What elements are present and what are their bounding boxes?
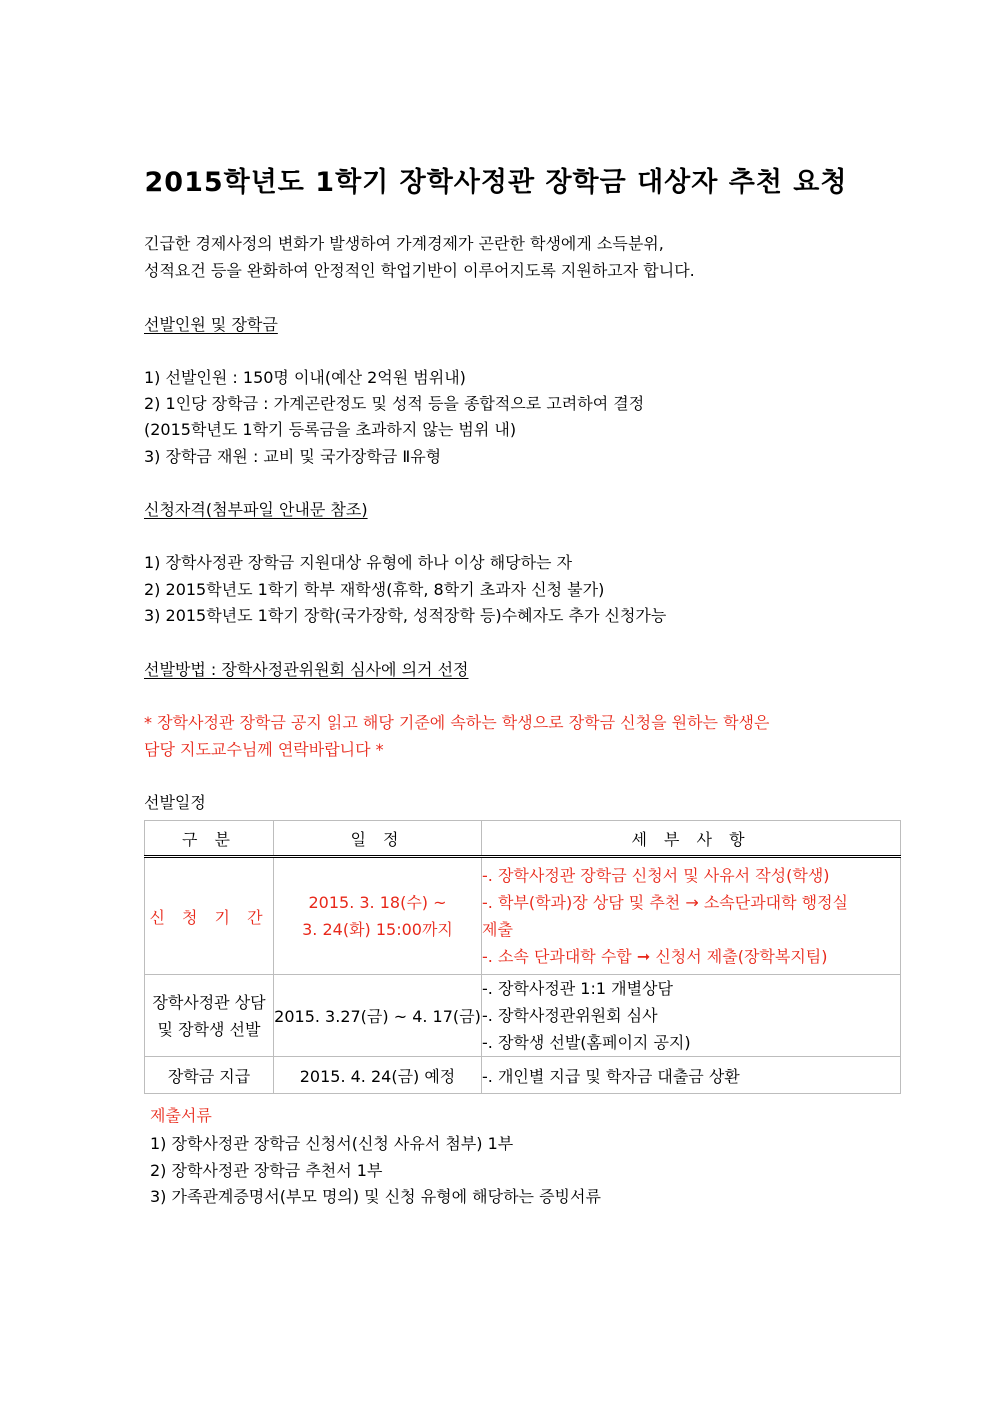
table-row	[145, 1057, 901, 1094]
row-category: 장학금 지급	[145, 1057, 274, 1094]
row-date: 2015. 4. 24(금) 예정	[274, 1057, 482, 1094]
schedule-table	[144, 820, 901, 1094]
page-title: 2015학년도 1학기 장학사정관 장학금 대상자 추천 요청	[144, 167, 848, 198]
selection-item: 1) 선발인원 : 150명 이내(예산 2억원 범위내)	[144, 368, 466, 387]
table-row	[145, 975, 901, 1057]
row-date	[274, 857, 482, 975]
section-heading-eligibility: 신청자격(첨부파일 안내문 참조)	[144, 500, 368, 519]
column-header-date: 일 정	[274, 821, 482, 857]
table-row	[145, 857, 901, 975]
eligibility-item: 2) 2015학년도 1학기 학부 재학생(휴학, 8학기 초과자 신청 불가)	[144, 580, 605, 599]
selection-item: (2015학년도 1학기 등록금을 초과하지 않는 범위 내)	[144, 420, 517, 439]
row-category-line: 장학사정관 상담	[152, 992, 266, 1012]
documents-heading: 제출서류	[150, 1106, 212, 1125]
eligibility-item: 3) 2015학년도 1학기 장학(국가장학, 성적장학 등)수혜자도 추가 신청가능	[144, 606, 667, 625]
notice-line-2: 담당 지도교수님께 연락바랍니다 *	[144, 740, 384, 759]
section-heading-method: 선발방법 : 장학사정관위원회 심사에 의거 선정	[144, 660, 469, 679]
section-heading-selection: 선발인원 및 장학금	[144, 315, 278, 334]
detail-line: -. 장학사정관 장학금 신청서 및 사유서 작성(학생)	[482, 866, 830, 885]
detail-line: -. 개인별 지급 및 학자금 대출금 상환	[482, 1066, 740, 1086]
row-date: 2015. 3.27(금) ~ 4. 17(금)	[274, 975, 482, 1057]
detail-line: -. 장학사정관 1:1 개별상담	[482, 979, 673, 998]
row-details	[482, 1057, 901, 1094]
selection-item: 3) 장학금 재원 : 교비 및 국가장학금 Ⅱ유형	[144, 447, 442, 466]
row-category	[145, 975, 274, 1057]
eligibility-item: 1) 장학사정관 장학금 지원대상 유형에 하나 이상 해당하는 자	[144, 553, 573, 572]
detail-line: -. 소속 단과대학 수합 ➞ 신청서 제출(장학복지팀)	[482, 947, 828, 966]
row-date-line: 2015. 3. 18(수) ~	[308, 893, 447, 912]
notice-line-1: * 장학사정관 장학금 공지 읽고 해당 기준에 속하는 학생으로 장학금 신청을 원하는 학생은	[144, 713, 770, 732]
table-header-row	[145, 821, 901, 857]
row-category: 신 청 기 간	[145, 857, 274, 975]
selection-item: 2) 1인당 장학금 : 가계곤란정도 및 성적 등을 종합적으로 고려하여 결정	[144, 394, 645, 413]
row-date-line: 3. 24(화) 15:00까지	[302, 920, 453, 939]
column-header-details: 세 부 사 항	[482, 821, 901, 857]
documents-item: 2) 장학사정관 장학금 추천서 1부	[150, 1161, 383, 1180]
schedule-label: 선발일정	[144, 793, 206, 812]
row-details	[482, 975, 901, 1057]
detail-line: -. 학부(학과)장 상담 및 추천 → 소속단과대학 행정실	[482, 893, 849, 912]
documents-item: 1) 장학사정관 장학금 신청서(신청 사유서 첨부) 1부	[150, 1134, 514, 1153]
detail-line: -. 장학생 선발(홈페이지 공지)	[482, 1033, 691, 1052]
row-category-line: 및 장학생 선발	[157, 1019, 261, 1039]
intro-line-2: 성적요건 등을 완화하여 안정적인 학업기반이 이루어지도록 지원하고자 합니다.	[144, 261, 695, 280]
intro-line-1: 긴급한 경제사정의 변화가 발생하여 가계경제가 곤란한 학생에게 소득분위,	[144, 234, 664, 253]
documents-item: 3) 가족관계증명서(부모 명의) 및 신청 유형에 해당하는 증빙서류	[150, 1187, 601, 1206]
row-details	[482, 857, 901, 975]
detail-line: -. 장학사정관위원회 심사	[482, 1006, 658, 1025]
column-header-category: 구 분	[145, 821, 274, 857]
detail-line: 제출	[482, 920, 513, 939]
